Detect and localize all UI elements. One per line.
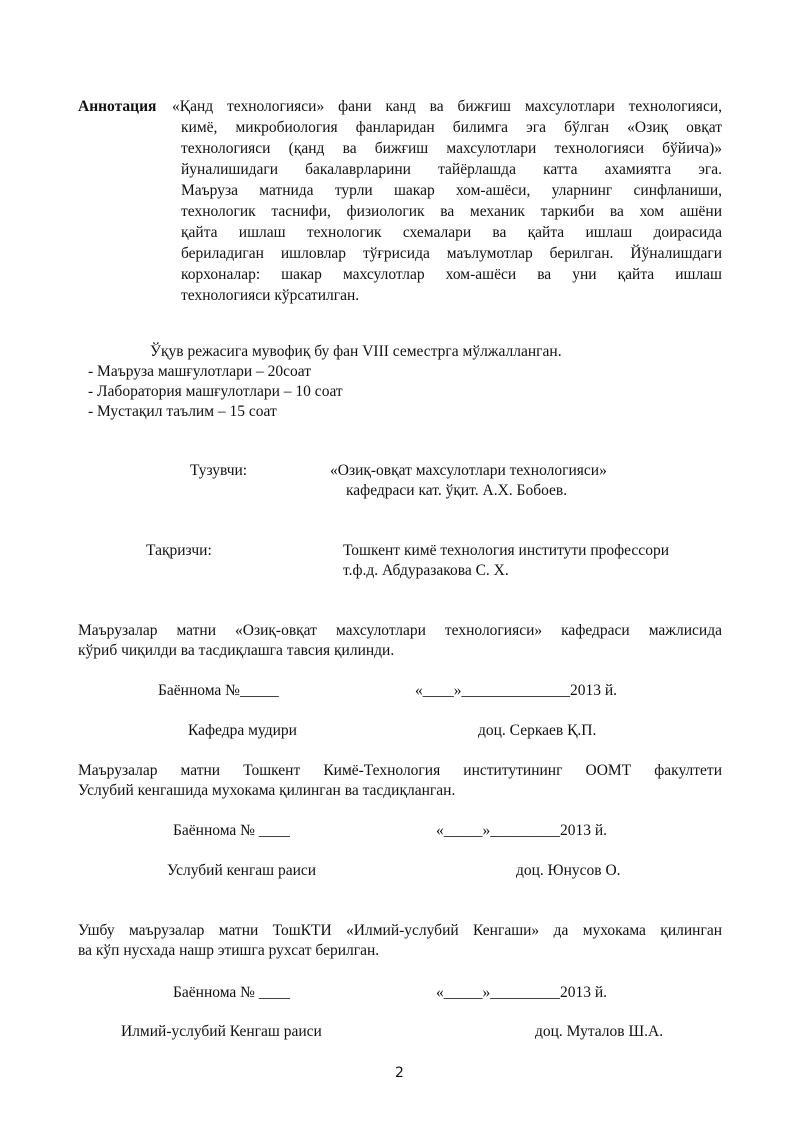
signatory-role: Услубий кенгаш раиси bbox=[167, 862, 317, 879]
reviewer-line: Тошкент кимё технология институти профессори bbox=[343, 542, 669, 559]
annotation-line: технологияси кўрсатилган. bbox=[181, 287, 360, 304]
annotation-line: Маъруза матнида турли шакар хом-ашёси, уларнинг синфланиши, bbox=[181, 182, 722, 199]
protocol-date: «_____»_________2013 й. bbox=[436, 984, 608, 1001]
compiler-label: Тузувчи: bbox=[190, 462, 248, 479]
annotation-line: корхоналар: шакар махсулотлар хом-ашёси ва уни қайта ишлаш bbox=[181, 266, 722, 283]
approval-text: Услубий кенгашида мухокама қилинган ва тасдиқланган. bbox=[78, 782, 456, 799]
compiler-line: кафедраси кат. ўқит. А.Х. Бобоев. bbox=[346, 482, 568, 499]
reviewer-label: Тақризчи: bbox=[146, 542, 212, 559]
approval-text: ва кўп нусхада нашр этишга рухсат берилган. bbox=[78, 942, 380, 959]
annotation-line: технологик таснифи, физиологик ва механик таркиби ва хом ашёни bbox=[181, 203, 722, 220]
signatory-name: доц. Юнусов О. bbox=[516, 862, 621, 879]
curriculum-item: - Лаборатория машғулотлари – 10 соат bbox=[88, 383, 343, 400]
approval-text: Маърузалар матни «Озиқ-овқат махсулотлари технологияси» кафедраси мажлисида bbox=[78, 622, 722, 639]
approval-text: Маърузалар матни Тошкент Кимё-Технология институтининг ООМТ факултети bbox=[78, 762, 722, 779]
signatory-name: доц. Муталов Ш.А. bbox=[535, 1023, 664, 1040]
signatory-role: Кафедра мудири bbox=[188, 722, 297, 739]
annotation-line: «Қанд технологияси» фани канд ва бижғиш махсулотлари технологияси, bbox=[172, 98, 722, 115]
protocol-date: «_____»_________2013 й. bbox=[436, 822, 608, 839]
protocol-number: Баённома № ____ bbox=[173, 984, 290, 1001]
approval-text: Ушбу маърузалар матни ТошКТИ «Илмий-услубий Кенгаши» да мухокама қилинган bbox=[78, 922, 722, 939]
annotation-line: технологияси (қанд ва бижғиш махсулотлари технологияси бўйича)» bbox=[181, 140, 722, 157]
protocol-number: Баённома № ____ bbox=[173, 822, 290, 839]
page-number: 2 bbox=[395, 1065, 404, 1081]
annotation-line: бериладиган ишловлар тўғрисида маълумотлар берилган. Йўналишдаги bbox=[181, 245, 722, 262]
curriculum-item: - Маъруза машғулотлари – 20соат bbox=[88, 363, 312, 380]
annotation-line: қайта ишлаш технологик схемалари ва қайта ишлаш доирасида bbox=[181, 224, 722, 241]
curriculum-item: - Мустақил таълим – 15 соат bbox=[88, 403, 277, 420]
signatory-role: Илмий-услубий Кенгаш раиси bbox=[121, 1023, 322, 1040]
curriculum-intro: Ўқув режасига мувофиқ бу фан VIII семестрга мўлжалланган. bbox=[150, 343, 562, 360]
compiler-line: «Озиқ-овқат махсулотлари технологияси» bbox=[330, 462, 607, 479]
approval-text: кўриб чиқилди ва тасдиқлашга тавсия қилинди. bbox=[78, 642, 395, 659]
protocol-number: Баённома №_____ bbox=[158, 682, 279, 699]
annotation-label: Аннотация bbox=[78, 98, 157, 115]
protocol-date: «____»______________2013 й. bbox=[415, 682, 618, 699]
annotation-line: кимё, микробиология фанларидан билимга эга бўлган «Озиқ овқат bbox=[181, 119, 722, 136]
reviewer-line: т.ф.д. Абдуразакова С. Х. bbox=[343, 562, 509, 579]
signatory-name: доц. Серкаев Қ.П. bbox=[478, 722, 597, 739]
annotation-line: йуналишидаги бакалаврларини тайёрлашда катта ахамиятга эга. bbox=[181, 161, 722, 178]
